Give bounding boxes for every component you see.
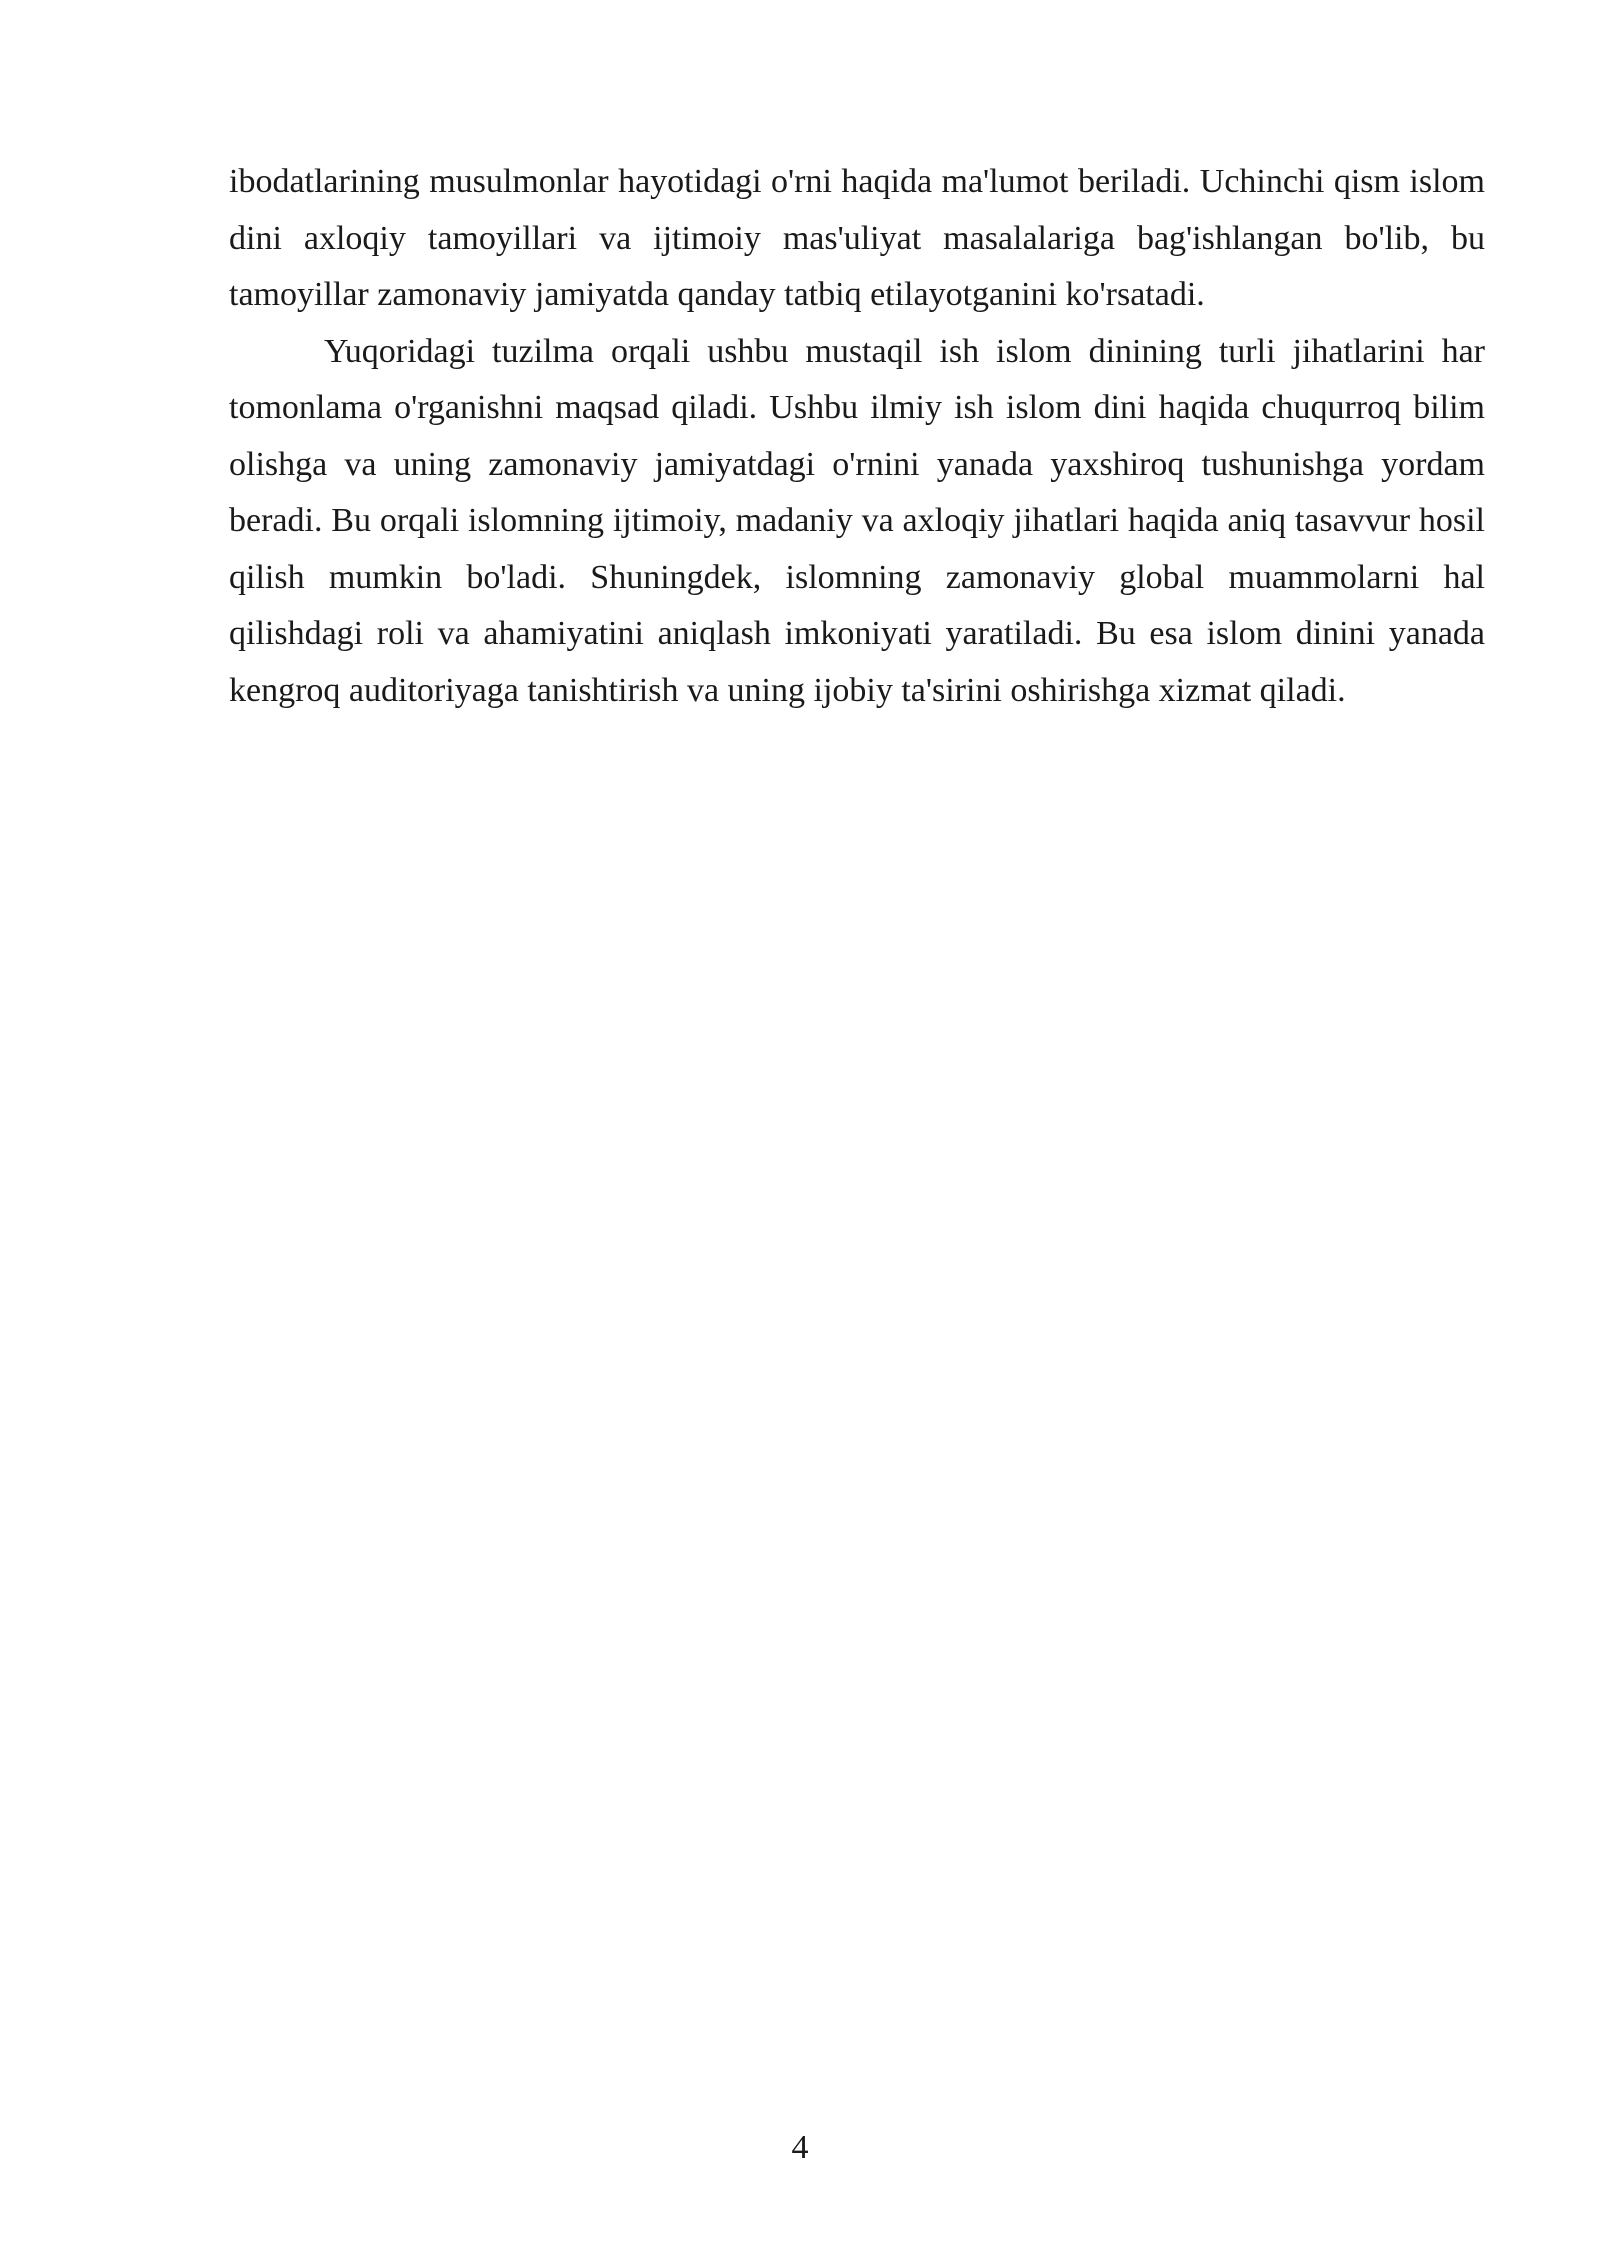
paragraph-structure-summary: Yuqoridagi tuzilma orqali ushbu mustaqil ish islom dinining turli jihatlarini har tomonlama o'rganishni maqsad qiladi. Ushbu ilmiy ish islom dini haqida chuqurroq bilim olishga va uning zamonaviy jamiyatdagi o'rnini yanada yaxshiroq tushunishga yordam beradi. Bu orqali islomning ijtimoiy, madaniy va axloqiy jihatlari haqida aniq tasavvur hosil qilish mumkin bo'ladi. Shuningdek, islomning zamonaviy global muammolarni hal qilishdagi roli va ahamiyatini aniqlash imkoniyati yaratiladi. Bu esa islom dinini yanada kengroq auditoriyaga tanishtirish va uning ijobiy ta'sirini oshirishga xizmat qiladi. <box>229 332 1485 709</box>
body-text <box>229 154 1485 719</box>
page-number: 4 <box>791 2129 809 2166</box>
paragraph-continuation: ibodatlarining musulmonlar hayotidagi o'rni haqida ma'lumot beriladi. Uchinchi qism islom dini axloqiy tamoyillari va ijtimoiy mas'uliyat masalalariga bag'ishlangan bo'lib, bu tamoyillar zamonaviy jamiyatda qanday tatbiq etilayotganini ko'rsatadi. <box>229 163 1485 313</box>
